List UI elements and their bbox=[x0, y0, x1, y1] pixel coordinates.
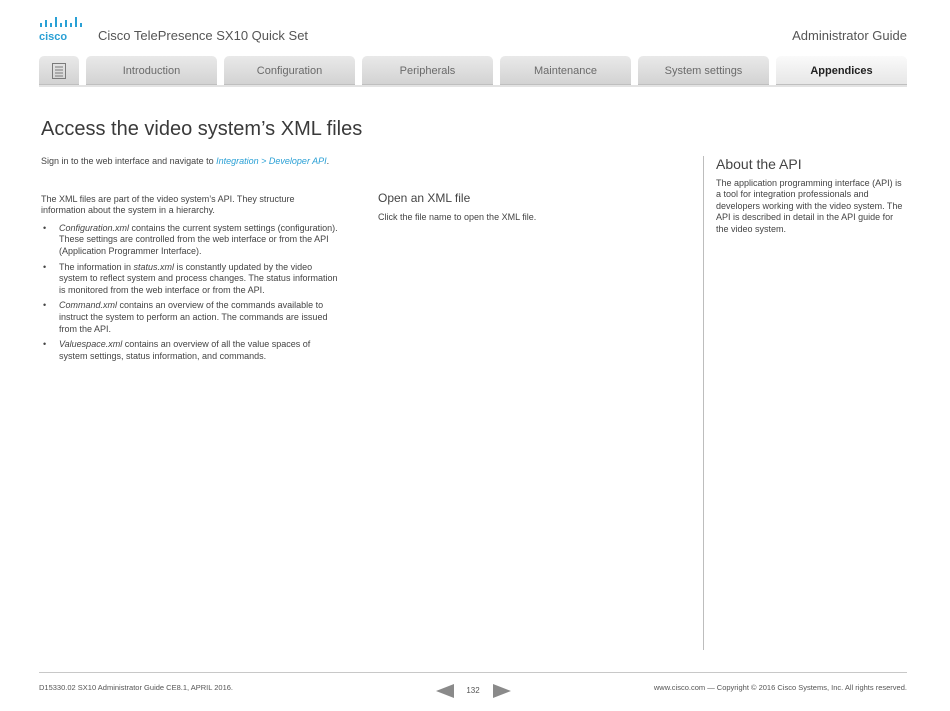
logo-wordmark: cisco bbox=[39, 31, 68, 43]
file-description: contains an overview of the commands available to instruct the system to perform an action. The commands are issued from the API. bbox=[59, 300, 328, 334]
sidebar-text: The application programming interface (API) is a tool for integration professionals and developers working with the video system. The API is described in detail in the API guide for the video system. bbox=[716, 178, 903, 234]
footer-divider bbox=[39, 672, 907, 673]
tab-system-settings[interactable]: System settings bbox=[638, 56, 769, 85]
open-xml-heading: Open an XML file bbox=[378, 191, 471, 205]
file-name: Configuration.xml bbox=[59, 222, 130, 233]
integration-developer-api-link[interactable]: Integration > Developer API bbox=[216, 156, 327, 166]
sidebar bbox=[716, 156, 908, 235]
intro-suffix: . bbox=[326, 156, 330, 166]
tab-introduction[interactable]: Introduction bbox=[86, 56, 217, 85]
section-tabs bbox=[39, 56, 907, 85]
open-xml-section bbox=[378, 191, 678, 222]
tab-peripherals[interactable]: Peripherals bbox=[362, 56, 493, 85]
document-list-icon bbox=[52, 63, 66, 79]
file-name: Valuespace.xml bbox=[59, 339, 123, 350]
list-item: • The information in status.xml is constantly updated by the video system to reflect system and process changes. The status information is monitored from the web interface or from the API. bbox=[43, 261, 338, 295]
sidebar-heading: About the API bbox=[716, 156, 802, 172]
list-item: • Valuespace.xml contains an overview of all the value spaces of system settings, status information, and commands. bbox=[43, 339, 311, 361]
xml-file-list bbox=[41, 223, 338, 363]
document-reference: D15330.02 SX10 Administrator Guide CE8.1, APRIL 2016. bbox=[39, 683, 234, 692]
open-xml-text: Click the file name to open the XML file. bbox=[378, 212, 537, 222]
file-description: contains the current system settings (configuration). These settings are controlled from the web interface or from the API (Application Programmer Interface). bbox=[59, 222, 338, 256]
copyright: www.cisco.com — Copyright © 2016 Cisco Systems, Inc. All rights reserved. bbox=[653, 683, 907, 692]
product-title: Cisco TelePresence SX10 Quick Set bbox=[98, 28, 309, 43]
file-name: Command.xml bbox=[59, 300, 118, 311]
guide-title: Administrator Guide bbox=[792, 28, 907, 43]
list-item: • Command.xml contains an overview of the commands available to instruct the system to perform an action. The commands are issued from the API. bbox=[43, 300, 328, 334]
page-number: 132 bbox=[466, 686, 480, 695]
file-prefix: The information in bbox=[59, 261, 134, 272]
file-description: is constantly updated by the video system to reflect system and process changes. The status information is monitored from the web interface or from the API. bbox=[59, 261, 338, 295]
tab-configuration[interactable]: Configuration bbox=[224, 56, 355, 85]
sidebar-divider bbox=[703, 156, 704, 650]
cisco-logo bbox=[39, 17, 85, 43]
file-description: contains an overview of all the value spaces of system settings, status information, and commands. bbox=[59, 339, 311, 361]
xml-overview-paragraph: The XML files are part of the video system’s API. They structure information about the system in a hierarchy. bbox=[41, 193, 295, 216]
list-item: • Configuration.xml contains the current system settings (configuration). These settings are controlled from the web interface or from the API (Application Programmer Interface). bbox=[43, 222, 338, 256]
previous-page-arrow-icon[interactable] bbox=[436, 684, 454, 698]
page-title: Access the video system’s XML files bbox=[41, 118, 363, 140]
file-name: status.xml bbox=[133, 261, 175, 272]
tab-appendices[interactable]: Appendices bbox=[776, 56, 907, 85]
intro-prefix: Sign in to the web interface and navigate to bbox=[41, 156, 217, 166]
tab-strip bbox=[39, 85, 907, 87]
tab-maintenance[interactable]: Maintenance bbox=[500, 56, 631, 85]
intro-paragraph bbox=[41, 156, 338, 168]
tab-home[interactable] bbox=[39, 56, 79, 85]
main-column bbox=[41, 156, 338, 366]
next-page-arrow-icon[interactable] bbox=[493, 684, 511, 698]
